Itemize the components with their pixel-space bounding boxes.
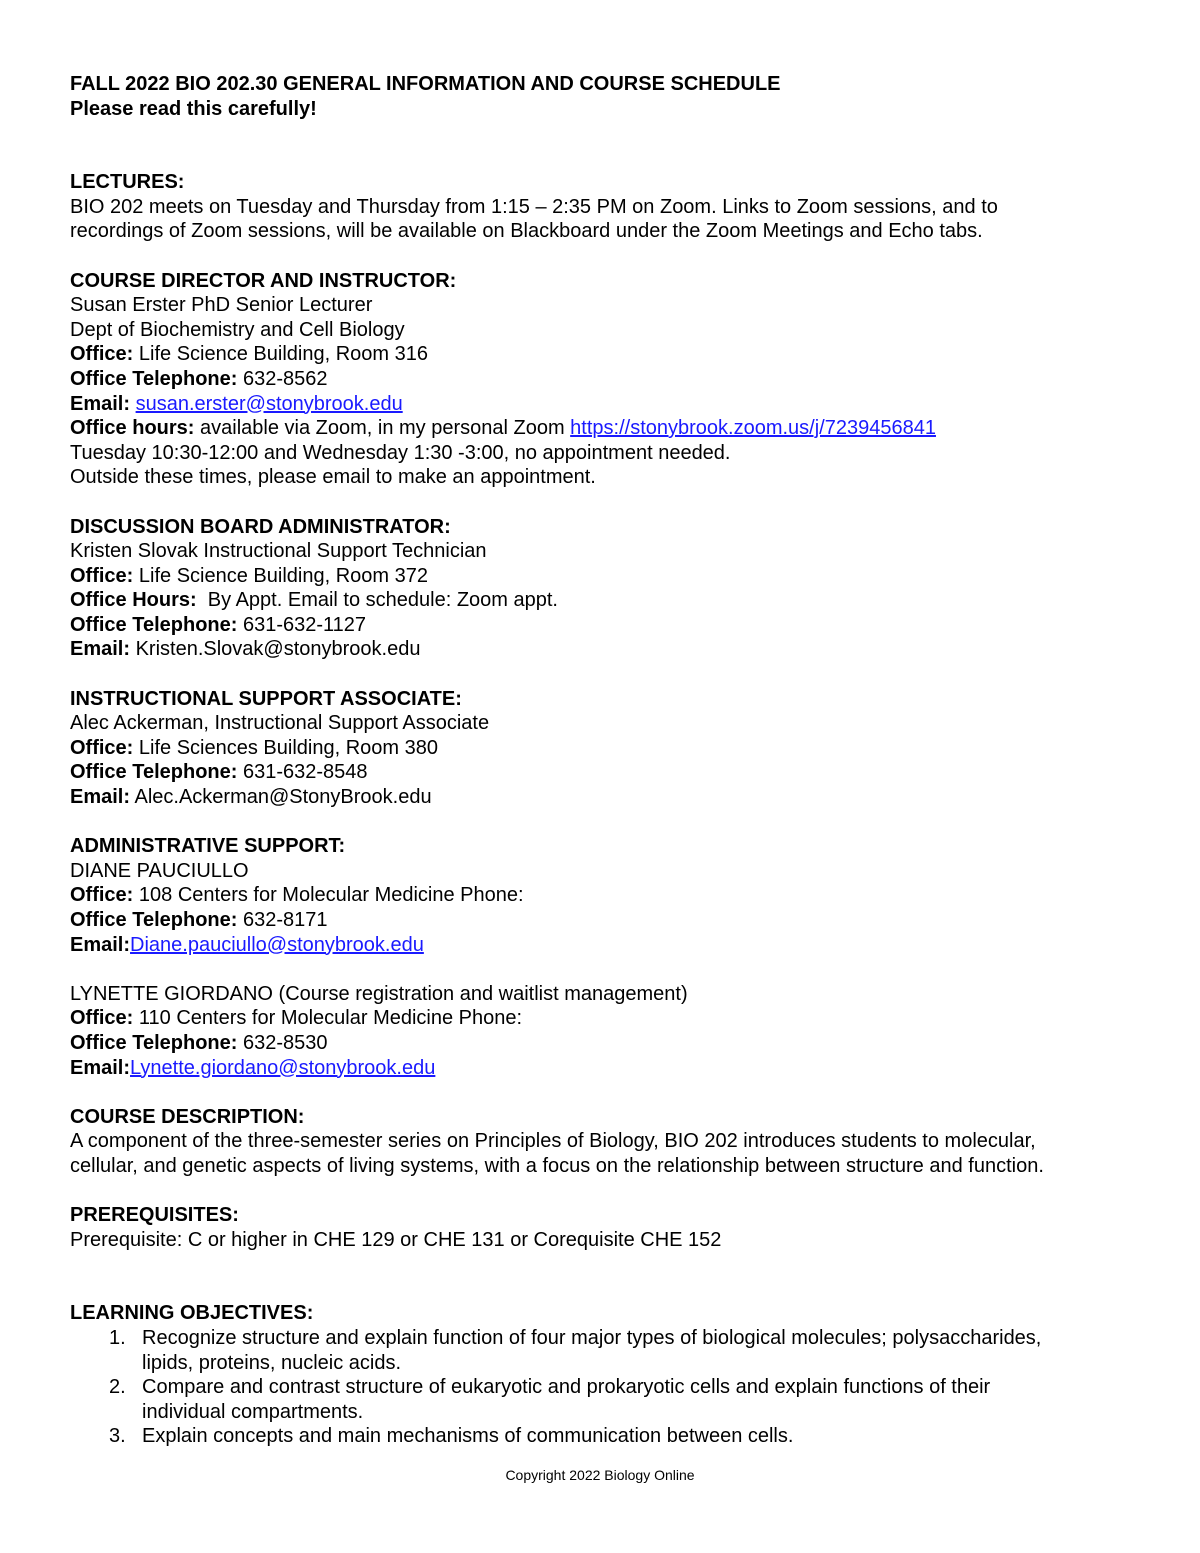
director-phone: 632-8562 <box>237 367 328 390</box>
phone-label: Office Telephone: <box>70 613 238 636</box>
associate-heading: INSTRUCTIONAL SUPPORT ASSOCIATE: <box>70 687 462 710</box>
document-subtitle: Please read this carefully! <box>70 97 317 120</box>
objective-number: 3. <box>109 1425 126 1448</box>
description-line-1: A component of the three-semester series on Principles of Biology, BIO 202 introduces students to molecular, <box>70 1130 1036 1153</box>
phone-label: Office Telephone: <box>70 1031 238 1054</box>
objective-number: 1. <box>109 1326 126 1349</box>
office-label: Office: <box>70 1007 134 1030</box>
director-email-row <box>70 392 1150 417</box>
objective-item <box>109 1326 1150 1375</box>
document-content <box>70 72 1150 1449</box>
objective-item <box>109 1375 1150 1424</box>
prereq-text: Prerequisite: C or higher in CHE 129 or CHE 131 or Corequisite CHE 152 <box>70 1228 722 1251</box>
discussion-office-row <box>70 564 1150 589</box>
objective-text-cont: lipids, proteins, nucleic acids. <box>142 1351 402 1374</box>
objective-number: 2. <box>109 1376 126 1399</box>
director-phone-row <box>70 367 1150 392</box>
admin-2-email-link[interactable]: Lynette.giordano@stonybrook.edu <box>130 1056 436 1079</box>
office-label: Office: <box>70 884 134 907</box>
associate-email-row <box>70 785 1150 810</box>
discussion-name: Kristen Slovak Instructional Support Technician <box>70 540 487 563</box>
associate-phone: 631-632-8548 <box>237 761 368 784</box>
admin-2-phone: 632-8530 <box>237 1031 328 1054</box>
admin-2-office-row <box>70 1006 1150 1031</box>
admin-1-phone-row <box>70 908 1150 933</box>
admin-2-phone-row <box>70 1031 1150 1056</box>
office-label: Office: <box>70 564 134 587</box>
director-hours-row <box>70 416 1150 441</box>
email-label: Email: <box>70 933 131 956</box>
admin-1-email-row <box>70 933 1150 958</box>
admin-heading: ADMINISTRATIVE SUPPORT: <box>70 835 346 858</box>
phone-label: Office Telephone: <box>70 761 238 784</box>
phone-label: Office Telephone: <box>70 367 238 390</box>
phone-label: Office Telephone: <box>70 909 238 931</box>
objective-item <box>109 1424 1150 1449</box>
admin-1-office-row <box>70 883 1150 908</box>
director-office: Life Science Building, Room 316 <box>133 343 428 366</box>
hours-label: Office hours: <box>70 417 195 440</box>
admin-1-name: DIANE PAUCIULLO <box>70 859 249 882</box>
objective-text: Explain concepts and main mechanisms of communication between cells. <box>142 1425 794 1448</box>
email-label: Email: <box>70 392 131 415</box>
objective-text-cont: individual compartments. <box>142 1400 364 1423</box>
hours-label: Office Hours: <box>70 589 197 612</box>
discussion-heading: DISCUSSION BOARD ADMINISTRATOR: <box>70 515 451 538</box>
associate-name: Alec Ackerman, Instructional Support Associate <box>70 712 490 735</box>
description-heading: COURSE DESCRIPTION: <box>70 1105 305 1128</box>
director-hours-line-2: Tuesday 10:30-12:00 and Wednesday 1:30 -3:00, no appointment needed. <box>70 441 731 464</box>
associate-office: Life Sciences Building, Room 380 <box>133 736 438 759</box>
director-hours: available via Zoom, in my personal Zoom <box>194 417 571 440</box>
objectives-list <box>70 1326 1150 1449</box>
admin-1-phone: 632-8171 <box>237 909 328 931</box>
email-label: Email: <box>70 786 131 809</box>
email-label: Email: <box>70 1056 131 1079</box>
director-office-row <box>70 342 1150 367</box>
discussion-hours-row <box>70 588 1150 613</box>
objective-text: Compare and contrast structure of eukaryotic and prokaryotic cells and explain functions of their <box>142 1376 991 1399</box>
admin-1-email-link[interactable]: Diane.pauciullo@stonybrook.edu <box>130 933 424 956</box>
email-label: Email: <box>70 638 131 661</box>
discussion-office: Life Science Building, Room 372 <box>133 564 428 587</box>
discussion-phone: 631-632-1127 <box>237 613 367 636</box>
associate-office-row <box>70 736 1150 761</box>
discussion-email: Kristen.Slovak@stonybrook.edu <box>130 638 421 661</box>
document-title: FALL 2022 BIO 202.30 GENERAL INFORMATION AND COURSE SCHEDULE <box>70 73 781 95</box>
description-line-2: cellular, and genetic aspects of living systems, with a focus on the relationship between structure and function. <box>70 1154 1044 1177</box>
admin-2-office: 110 Centers for Molecular Medicine Phone: <box>133 1007 523 1030</box>
admin-1-office: 108 Centers for Molecular Medicine Phone: <box>133 884 524 907</box>
admin-2-name: LYNETTE GIORDANO (Course registration and waitlist management) <box>70 982 688 1005</box>
director-name: Susan Erster PhD Senior Lecturer <box>70 294 373 317</box>
admin-2-email-row <box>70 1056 1150 1081</box>
copyright-footer: Copyright 2022 Biology Online <box>505 1467 695 1483</box>
associate-phone-row <box>70 760 1150 785</box>
director-dept: Dept of Biochemistry and Cell Biology <box>70 318 405 341</box>
office-label: Office: <box>70 343 134 366</box>
objective-text: Recognize structure and explain function of four major types of biological molecules; polysaccharides, <box>142 1326 1042 1349</box>
office-label: Office: <box>70 736 134 759</box>
prereq-heading: PREREQUISITES: <box>70 1204 239 1227</box>
discussion-email-row <box>70 637 1150 662</box>
associate-email: Alec.Ackerman@StonyBrook.edu <box>130 786 432 809</box>
zoom-link[interactable]: https://stonybrook.zoom.us/j/7239456841 <box>570 417 936 440</box>
lectures-text-line-2: recordings of Zoom sessions, will be available on Blackboard under the Zoom Meetings and Echo tabs. <box>70 220 983 243</box>
director-hours-line-3: Outside these times, please email to make an appointment. <box>70 466 596 489</box>
discussion-hours: By Appt. Email to schedule: Zoom appt. <box>196 589 558 612</box>
objectives-heading: LEARNING OBJECTIVES: <box>70 1302 314 1325</box>
lectures-text-line-1: BIO 202 meets on Tuesday and Thursday from 1:15 – 2:35 PM on Zoom. Links to Zoom sessions, and to <box>70 195 998 218</box>
lectures-heading: LECTURES: <box>70 171 185 194</box>
director-email-link[interactable]: susan.erster@stonybrook.edu <box>135 392 403 415</box>
discussion-phone-row <box>70 613 1150 638</box>
director-heading: COURSE DIRECTOR AND INSTRUCTOR: <box>70 269 457 292</box>
